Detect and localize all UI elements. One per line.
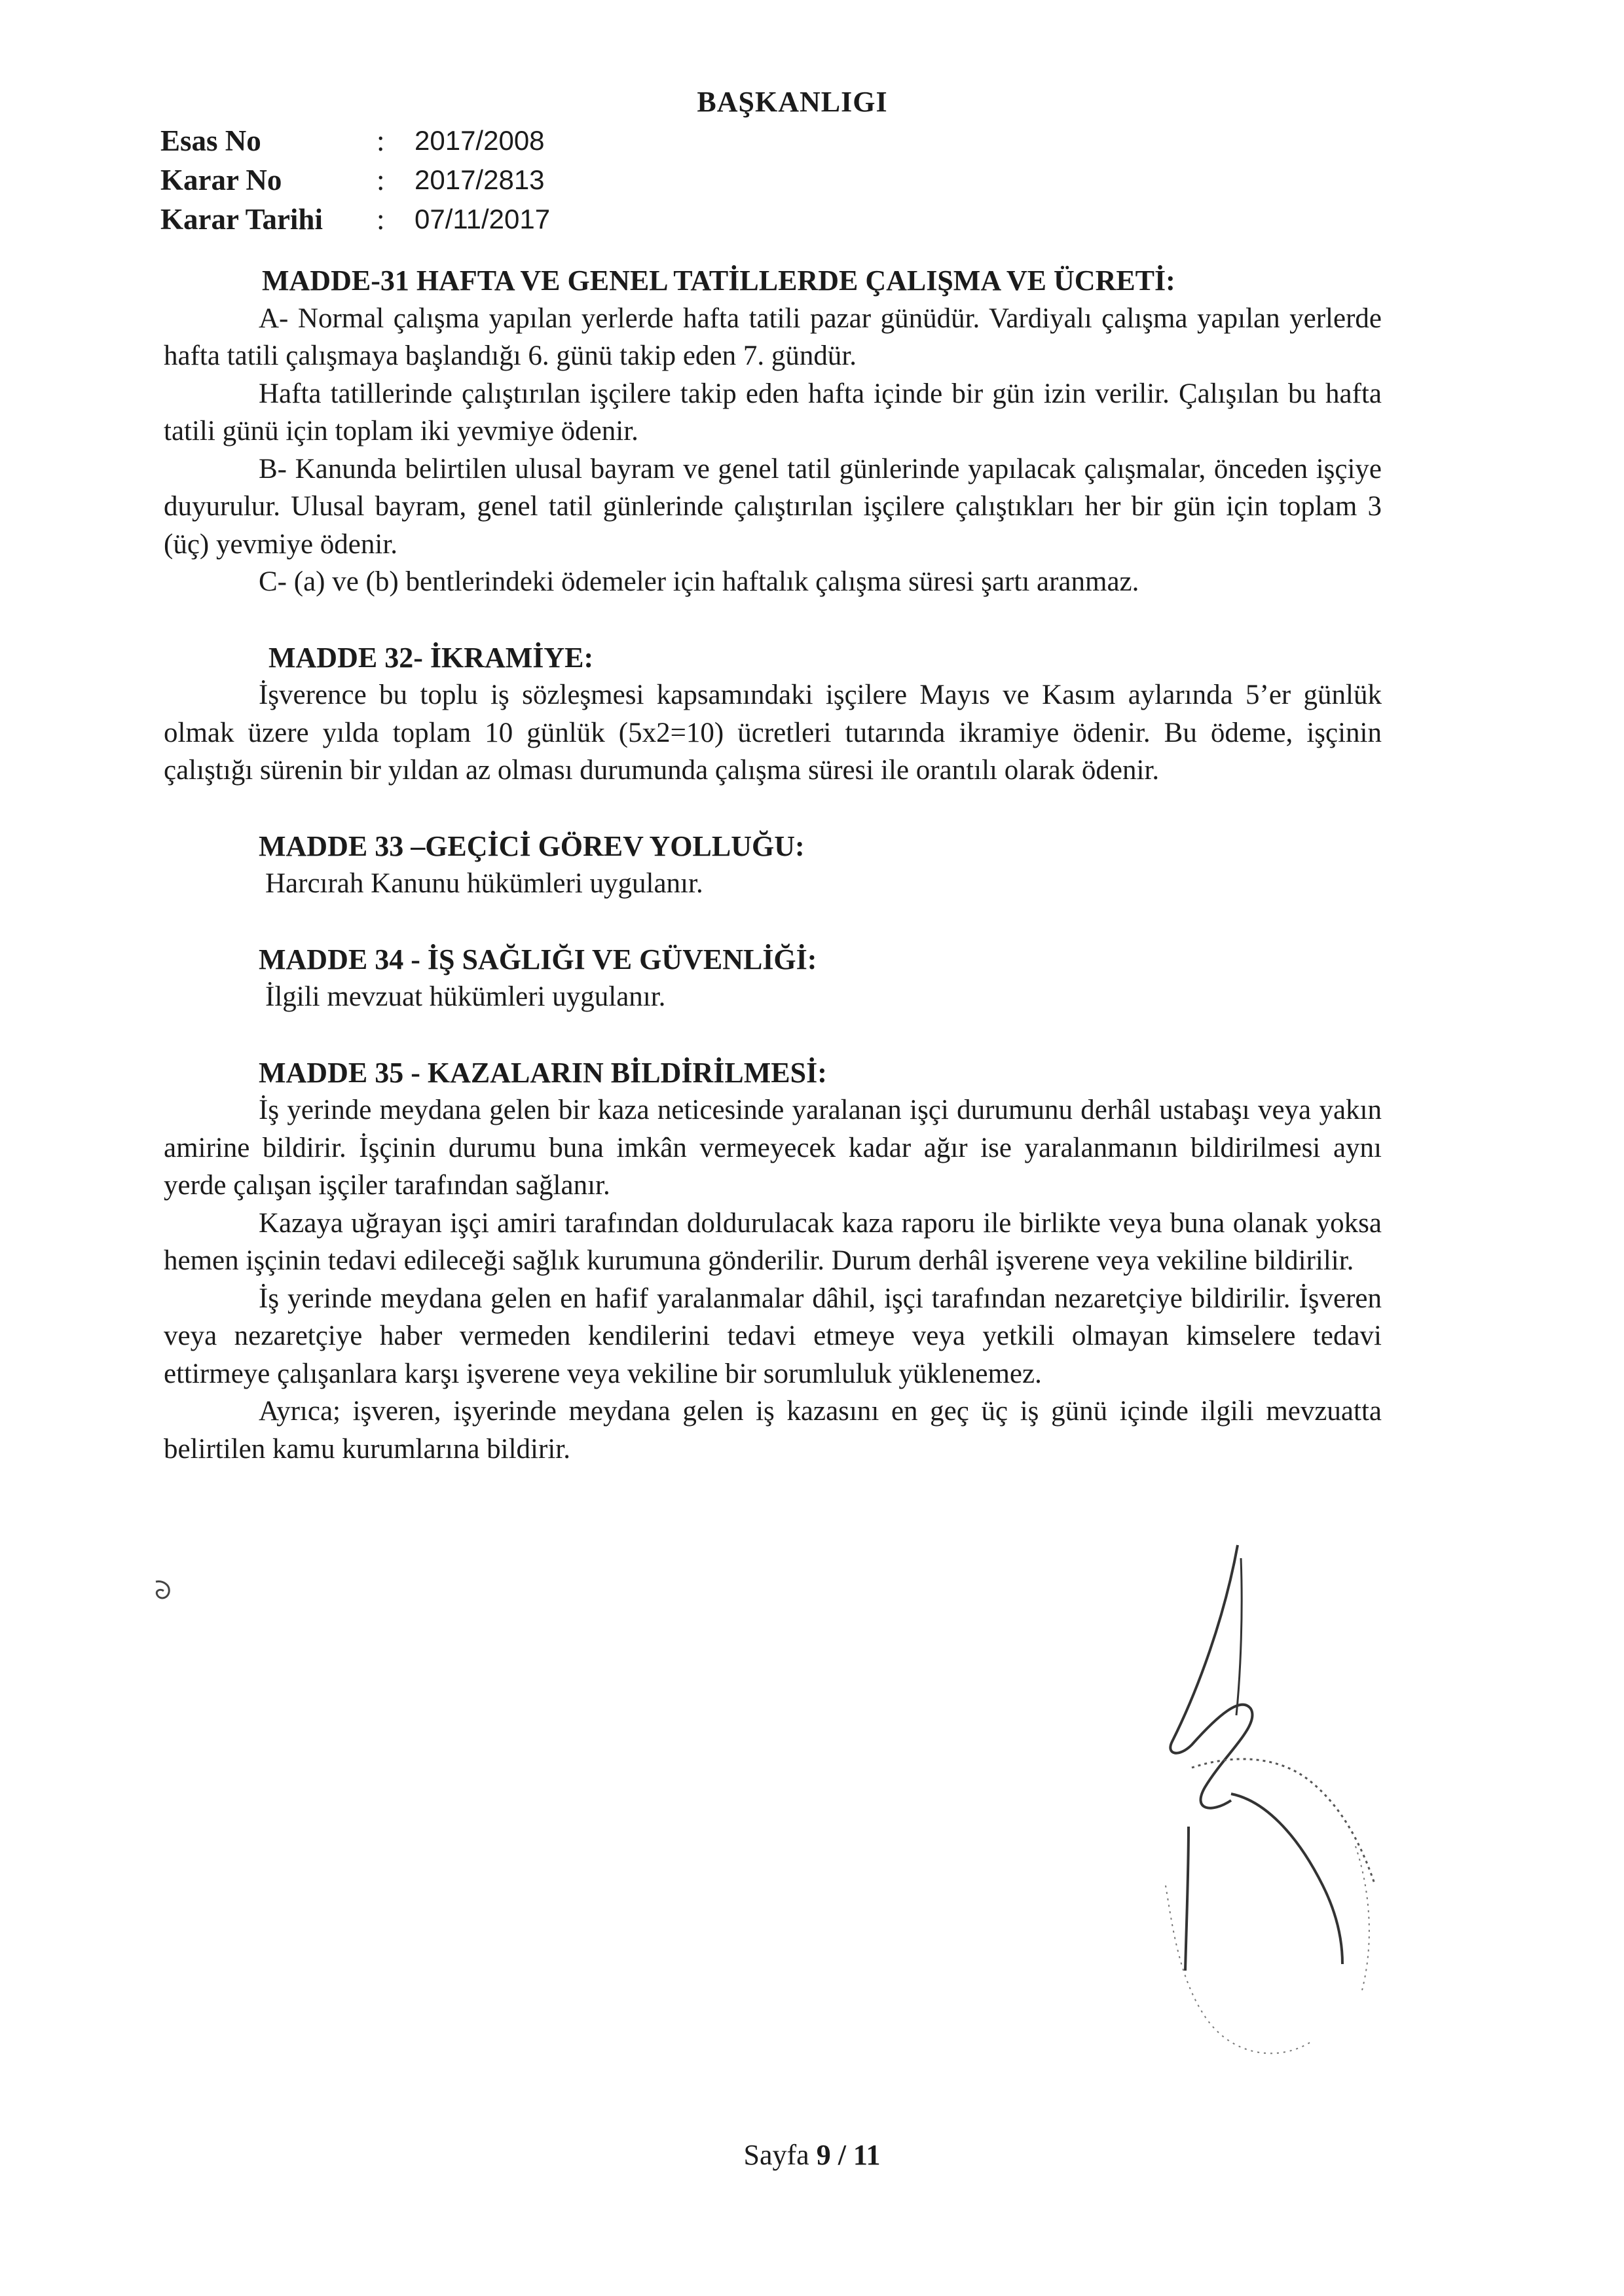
- article-35-heading: MADDE 35 - KAZALARIN BİLDİRİLMESİ:: [259, 1056, 827, 1089]
- header-title: BAŞKANLIGI: [697, 86, 888, 118]
- meta-row-karar: [160, 160, 550, 200]
- page-separator: /: [838, 2139, 846, 2171]
- meta-colon: :: [377, 203, 385, 236]
- meta-value: 2017/2813: [415, 164, 545, 195]
- article-32-heading: MADDE 32- İKRAMİYE:: [268, 641, 594, 674]
- spacer: [164, 790, 1382, 828]
- spacer: [164, 1016, 1382, 1054]
- spacer: [164, 601, 1382, 639]
- page-total: 11: [853, 2139, 881, 2171]
- spacer: [164, 903, 1382, 941]
- article-31-paragraph: C- (a) ve (b) bentlerindeki ödemeler için haftalık çalışma süresi şartı aranmaz.: [259, 566, 1139, 597]
- page-number: [0, 2138, 1624, 2172]
- article-34-heading: MADDE 34 - İŞ SAĞLIĞI VE GÜVENLİĞİ:: [259, 943, 817, 975]
- meta-value: 07/11/2017: [415, 204, 551, 234]
- article-34-paragraph: İlgili mevzuat hükümleri uygulanır.: [265, 981, 666, 1012]
- article-33-paragraph: Harcırah Kanunu hükümleri uygulanır.: [265, 868, 703, 899]
- meta-value: 2017/2008: [415, 125, 545, 156]
- meta-colon: :: [377, 164, 385, 196]
- meta-row-tarih: [160, 200, 550, 239]
- article-31-paragraph: B- Kanunda belirtilen ulusal bayram ve genel tatil günlerinde yapılacak çalışmalar, önceden işçiye duyurulur. Ulusal bayram, genel tatil günlerinde çalıştırılan işçilere çalıştıkları her bir gün için toplam 3 (üç) yevmiye ödenir.: [164, 453, 1382, 560]
- article-31-paragraph: Hafta tatillerinde çalıştırılan işçilere takip eden hafta içinde bir gün izin verilir. Çalışılan bu hafta tatili günü için toplam iki yevmiye ödenir.: [164, 378, 1382, 446]
- meta-label: Karar Tarihi: [160, 203, 323, 236]
- document-body: [164, 262, 1382, 1468]
- article-31-heading: MADDE-31 HAFTA VE GENEL TATİLLERDE ÇALIŞMA VE ÜCRETİ:: [262, 264, 1175, 297]
- article-35-paragraph: Ayrıca; işveren, işyerinde meydana gelen iş kazasını en geç üç iş günü içinde ilgili mevzuatta belirtilen kamu kurumlarına bildirir.: [164, 1396, 1382, 1465]
- article-35-paragraph: Kazaya uğrayan işçi amiri tarafından doldurulacak kaza raporu ile birlikte veya buna olanak yoksa hemen işçinin tedavi edileceği sağlık kurumuna gönderilir. Durum derhâl işverene veya vekiline bildirilir.: [164, 1207, 1382, 1276]
- article-33-heading: MADDE 33 –GEÇİCİ GÖREV YOLLUĞU:: [259, 829, 805, 862]
- margin-mark-icon: [151, 1578, 177, 1604]
- article-31-paragraph: A- Normal çalışma yapılan yerlerde hafta tatili pazar günüdür. Vardiyalı çalışma yapılan yerlerde hafta tatili çalışmaya başlandığı 6. günü takip eden 7. gündür.: [164, 302, 1382, 371]
- meta-row-esas: [160, 121, 550, 160]
- signature-icon: [1126, 1519, 1401, 2095]
- meta-label: Karar No: [160, 164, 282, 196]
- page-prefix: Sayfa: [743, 2139, 809, 2171]
- case-meta: [160, 121, 550, 239]
- meta-colon: :: [377, 124, 385, 157]
- meta-label: Esas No: [160, 124, 261, 157]
- article-35-paragraph: İş yerinde meydana gelen en hafif yaralanmalar dâhil, işçi tarafından nezaretçiye bildirilir. İşveren veya nezaretçiye haber vermeden kendilerini tedavi etmeye veya yetkili olmayan kimselere tedavi ettirmeye çalışanlara karşı işverene veya vekiline bir sorumluluk yüklenemez.: [164, 1283, 1382, 1389]
- page-current: 9: [816, 2139, 831, 2171]
- article-35-paragraph: İş yerinde meydana gelen bir kaza neticesinde yaralanan işçi durumunu derhâl ustabaşı veya yakın amirine bildirir. İşçinin durumu buna imkân vermeyecek kadar ağır ise yaralanmanın bildirilmesi aynı yerde çalışan işçiler tarafından sağlanır.: [164, 1095, 1382, 1201]
- article-32-paragraph: İşverence bu toplu iş sözleşmesi kapsamındaki işçilere Mayıs ve Kasım aylarında 5’er günlük olmak üzere yılda toplam 10 günlük (5x2=10) ücretleri tutarında ikramiye ödenir. Bu ödeme, işçinin çalıştığı sürenin bir yıldan az olması durumunda çalışma süresi ile orantılı olarak ödenir.: [164, 680, 1382, 786]
